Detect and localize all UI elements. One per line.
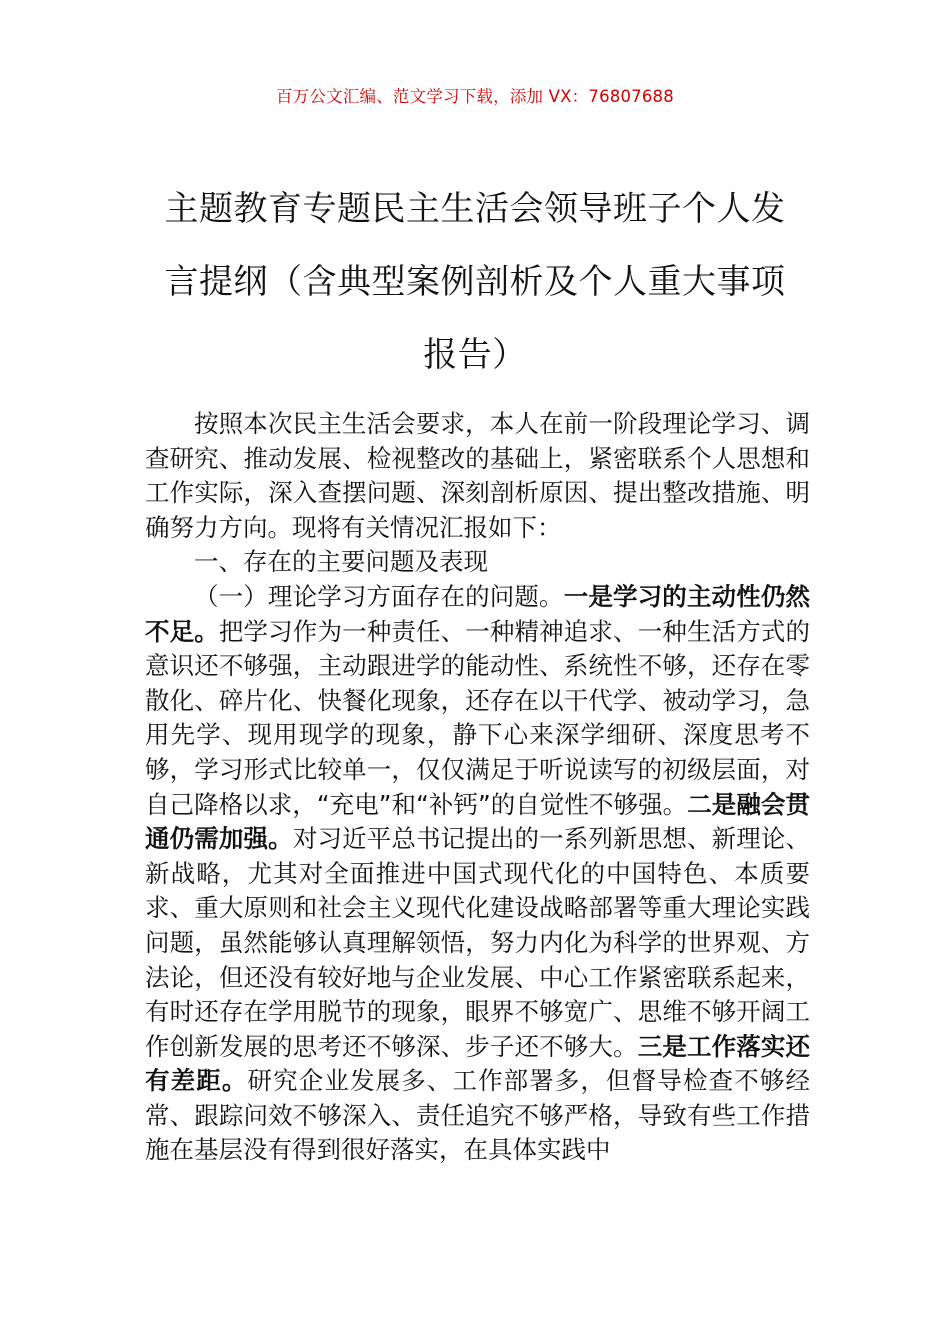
subsection-heading: （一）理论学习方面存在的问题。 (194, 581, 564, 611)
section-heading: 一、存在的主要问题及表现 (194, 547, 488, 577)
point-text: 研究企业发展多、工作部署多，但督导检查不够经常、跟踪问效不够深入、责任追究不够严格，导致有些工作措施在基层没有得到很好落实，在具体实践中 (145, 1066, 811, 1165)
subsection-paragraph (145, 580, 810, 1168)
point-title: 二是融会贯通仍需加强。 (145, 789, 810, 854)
point-title: 三是工作落实还有差距。 (145, 1031, 811, 1096)
document-title: 主题教育专题民主生活会领导班子个人发言提纲（含典型案例剖析及个人重大事项报告） (164, 189, 786, 375)
point-text: 把学习作为一种责任、一种精神追求、一种生活方式的意识还不够强，主动跟进学的能动性、系统性不够，还存在零散化、碎片化、快餐化现象，还存在以干代学、被动学习，急用先学、现用现学的现象，静下心来深学细研、深度思考不够，学习形式比较单一，仅仅满足于听说读写的初级层面，对自己降格以求，“充电”和“补钙”的自觉性不够强。 (145, 616, 810, 819)
point-title: 一是学习的主动性仍然不足。 (145, 581, 810, 646)
document-body (145, 407, 810, 1168)
intro-paragraph: 按照本次民主生活会要求，本人在前一阶段理论学习、调查研究、推动发展、检视整改的基础上，紧密联系个人思想和工作实际，深入查摆问题、深刻剖析原因、提出整改措施、明确努力方向。现将有关情况汇报如下： (145, 409, 810, 542)
point-text: 对习近平总书记提出的一系列新思想、新理论、新战略，尤其对全面推进中国式现代化的中国特色、本质要求、重大原则和社会主义现代化建设战略部署等重大理论实践问题，虽然能够认真理解领悟，努力内化为科学的世界观、方法论，但还没有较好地与企业发展、中心工作紧密联系起来，有时还存在学用脱节的现象，眼界不够宽广、思维不够开阔工作创新发展的思考还不够深、步子还不够大。 (145, 824, 811, 1061)
header-note: 百万公文汇编、范文学习下载，添加 VX：76807688 (276, 87, 674, 106)
